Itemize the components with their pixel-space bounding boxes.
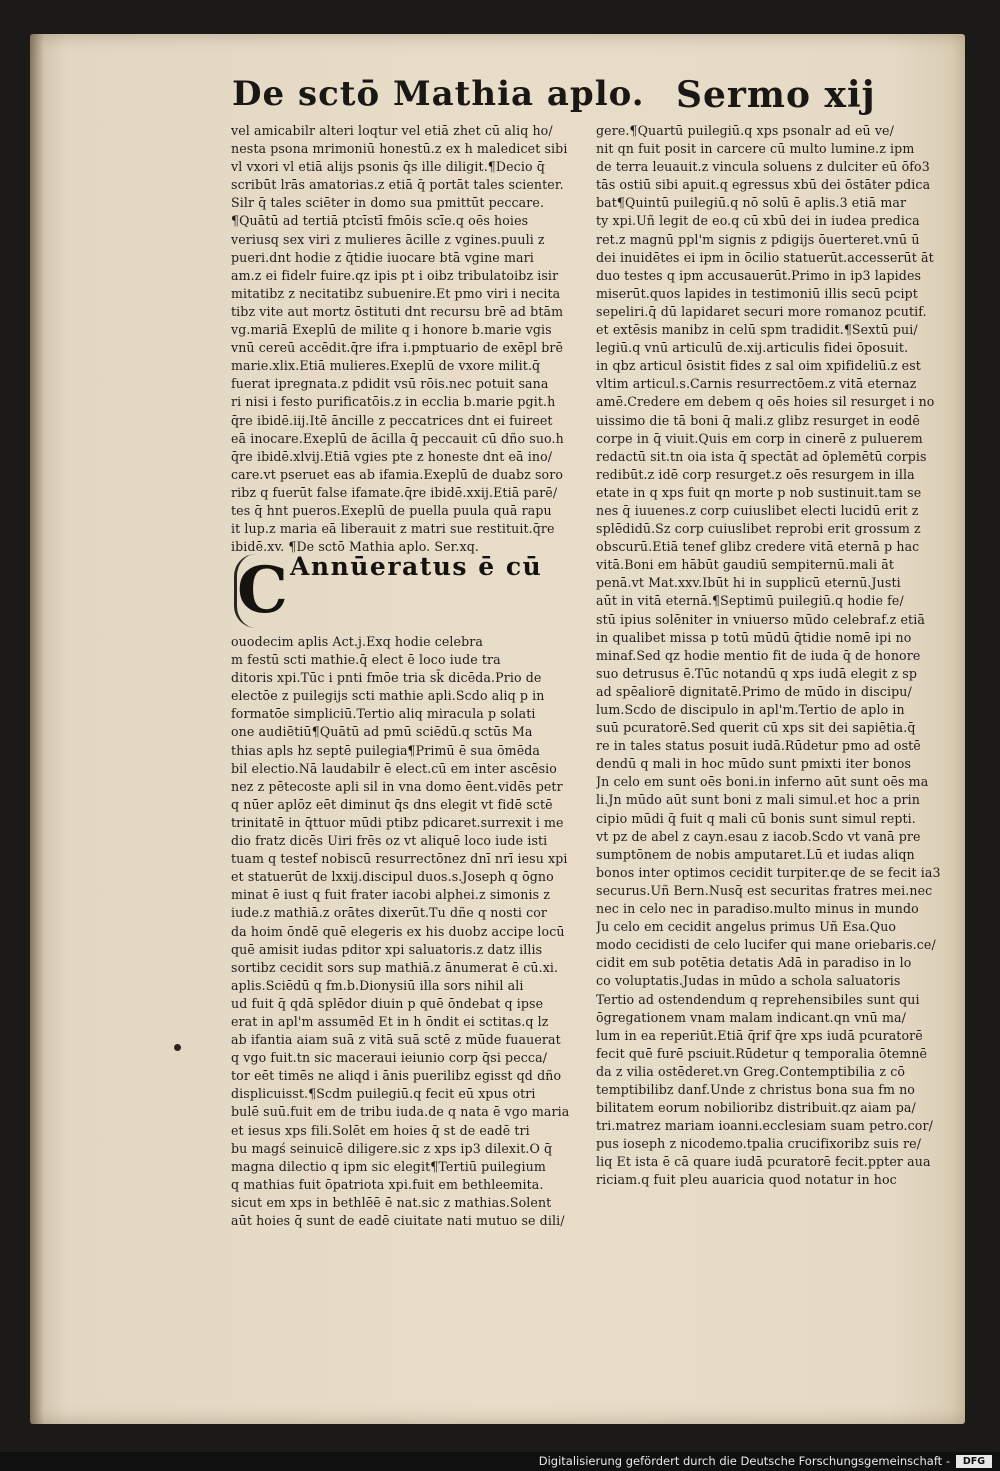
text-line: veriusq sex viri z mulieres ācille z vgines.puuli z — [231, 231, 545, 247]
text-line: et extēsis manibz in celū spm tradidit.¶Sextū pui/ — [596, 322, 918, 338]
text-line: dio fratz dicēs Uiri frēs oz vt aliquē loco iude isti — [231, 833, 548, 849]
text-line: gere.¶Quartū puilegiū.q xps psonalr ad eū ve/ — [596, 123, 894, 138]
text-line: in qualibet missa p totū mūdū q̄tidie nomē ipi no — [596, 629, 912, 645]
text-line: bat¶Quintū puilegiū.q nō solū ē aplis.3 etiā mar — [596, 195, 907, 211]
text-line: bu magś seinuicē diligere.sic z xps ip3 dilexit.O q̄ — [231, 1140, 553, 1156]
text-line: minaf.Sed qz hodie mentio fit de iuda q̄ de honore — [596, 647, 921, 663]
text-line: lum in ea reperiūt.Etiā q̄rif q̄re xps iudā pcuratorē — [596, 1027, 923, 1043]
left-column-lower-text — [231, 633, 571, 1230]
text-line: trinitatē in q̄ttuor mūdi ptibz pdicaret.surrexit i me — [231, 814, 564, 830]
text-line: securus.Uñ Bern.Nusq̄ est securitas fratres mei.nec — [596, 882, 933, 898]
text-line: li.Jn mūdo aūt sunt boni z mali simul.et hoc a prin — [596, 792, 920, 808]
text-line: am.z ei fidelr fuire.qz ipis pt i oibz tribulatoibz isir — [231, 267, 559, 283]
text-line: one audiētiū¶Quātū ad pmū sciēdū.q sctūs Ma — [231, 724, 533, 740]
text-line: dendū q mali in hoc mūdo sunt pmixti iter bonos — [596, 756, 912, 772]
text-line: minat ē iust q fuit frater iacobi alphei.z simonis z — [231, 887, 550, 903]
text-line: ōgregationem vnam malam indicant.qn vnū ma/ — [596, 1009, 906, 1025]
text-line: nit qn fuit posit in carcere cū multo lumine.z ipm — [596, 141, 915, 157]
text-line: vltim articul.s.Carnis resurrectōem.z vitā eternaz — [596, 376, 917, 392]
text-line: ribz q fuerūt false ifamate.q̄re ibidē.xxij.Etiā parē/ — [231, 484, 558, 500]
text-line: sortibz cecidit sors sup mathiā.z ānumerat ē cū.xi. — [231, 959, 559, 975]
text-line: aūt hoies q̄ sunt de eadē ciuitate nati mutuo se dili/ — [231, 1213, 565, 1228]
text-line: pueri.dnt hodie z q̄tidie iuocare btā vgine mari — [231, 249, 534, 265]
text-line: da z vilia ostēderet.vn Greg.Contemptibilia z cō — [596, 1063, 906, 1079]
text-line: splēdidū.Sz corp cuiuslibet reprobi erit grossum z — [596, 521, 921, 537]
text-line: vnū cereū accēdit.q̄re ifra i.pmptuario de exēpl brē — [231, 340, 564, 356]
text-line: riciam.q fuit pleu auaricia quod notatur in hoc — [596, 1172, 897, 1188]
text-line: bilitatem eorum nobilioribz distribuit.qz aiam pa/ — [596, 1100, 916, 1116]
decorated-initial: C — [234, 554, 283, 628]
text-line: vel amicabilr alteri loqtur vel etiā zhet cū aliq ho/ — [231, 123, 553, 138]
text-line: cidit em sub potētia detatis Adā in paradiso in lo — [596, 955, 912, 971]
text-line: tibz vite aut mortz ōstituti dnt recursu brē ad btām — [231, 303, 564, 319]
text-line: uissimo die tā boni q̄ mali.z glibz resurget in eodē — [596, 412, 920, 428]
text-line: Jn celo em sunt oēs boni.in inferno aūt sunt oēs ma — [596, 774, 929, 790]
text-line: erat in apl'm assumēd Et in h ōndit ei sctitas.q lz — [231, 1013, 549, 1029]
text-line: ret.z magnū ppl'm signis z pdigijs ōuerteret.vnū ū — [596, 231, 920, 247]
text-line: penā.vt Mat.xxv.Ibūt hi in supplicū eternū.Justi — [596, 575, 901, 591]
page-gutter-shadow — [30, 34, 44, 1424]
text-line: ditoris xpi.Tūc i pnti fmōe tria sk̄ dicēda.Prio de — [231, 670, 542, 686]
text-line: magna dilectio q ipm sic elegit¶Tertiū puilegium — [231, 1158, 546, 1174]
ink-blot — [174, 1044, 181, 1051]
text-line: tri.matrez mariam ioanni.ecclesiam suam petro.cor/ — [596, 1118, 933, 1134]
text-line: redibūt.z idē corp resurget.z oēs resurgem in illa — [596, 466, 915, 482]
text-line: q̄re ibidē.iij.Itē āncille z peccatrices dnt ei fuireet — [231, 412, 553, 428]
text-line: sicut em xps in bethlēē ē nat.sic z mathias.Solent — [231, 1194, 552, 1210]
text-line: vl vxori vl etiā alijs psonis q̄s ille diligit.¶Decio q̄ — [231, 159, 545, 175]
text-line: nes q̄ iuuenes.z corp cuiuslibet electi lucidū erit z — [596, 502, 919, 518]
text-line: quē amisit iudas pditor xpi saluatoris.z datz illis — [231, 941, 543, 957]
text-line: de terra leuauit.z vincula soluens z dulciter eū ōfo3 — [596, 159, 930, 175]
text-line: legiū.q vnū articulū de.xij.articulis fidei ōposuit. — [596, 340, 909, 356]
text-line: q nūer aplōz eēt diminut q̄s dns elegit vt fidē sctē — [231, 796, 553, 812]
left-column-upper-text — [231, 122, 571, 556]
dfg-logo: DFG — [956, 1455, 992, 1468]
text-line: suo detrusus ē.Tūc notandū q xps iudā elegit z sp — [596, 665, 918, 681]
running-header-left: De sctō Mathia aplo. — [232, 74, 645, 114]
text-line: etate in q xps fuit qn morte p nob sustinuit.tam se — [596, 484, 922, 500]
text-line: liq Et ista ē cā quare iudā pcuratorē fecit.ppter aua — [596, 1154, 931, 1170]
text-line: fecit quē furē psciuit.Rūdetur q temporalia ōtemnē — [596, 1045, 928, 1061]
text-line: amē.Credere em debem q oēs hoies sil resurget i no — [596, 394, 935, 410]
text-line: et statuerūt de lxxij.discipul duos.s.Joseph q ōgno — [231, 869, 554, 885]
funding-credit: Digitalisierung gefördert durch die Deutsche Forschungsgemeinschaft - — [538, 1454, 950, 1468]
text-line: duo testes q ipm accusauerūt.Primo in ip3 lapides — [596, 267, 922, 283]
sermon-heading: Annūeratus ē cū — [290, 552, 543, 581]
text-line: fuerat ipregnata.z pdidit vsū rōis.nec potuit sana — [231, 376, 549, 392]
text-line: miserūt.quos lapides in testimoniū illis secū pcipt — [596, 285, 918, 301]
text-line: ab ifantia aiam suā z vitā suā sctē z mūde fuauerat — [231, 1032, 561, 1048]
text-line: in qbz articul ōsistit fides z sal oim xpifideliū.z est — [596, 358, 921, 374]
text-line: da hoim ōndē quē elegeris ex his duobz accipe locū — [231, 923, 565, 939]
text-line: scribūt lrās amatorias.z etiā q̄ portāt tales scienter. — [231, 177, 564, 193]
text-line: tes q̄ hnt pueros.Exeplū de puella puula quā rapu — [231, 502, 552, 518]
text-line: Silr q̄ tales sciēter in domo sua pmittūt peccare. — [231, 195, 545, 211]
text-line: et iesus xps fili.Solēt em hoies q̄ st de eadē tri — [231, 1122, 530, 1138]
text-line: q mathias fuit ōpatriota xpi.fuit em bethleemita. — [231, 1176, 544, 1192]
text-line: temptibilibz danf.Unde z christus bona sua fm no — [596, 1081, 915, 1097]
text-line: dei inuidētes ei ipm in ōcilio statuerūt.accesserūt āt — [596, 249, 934, 265]
text-line: marie.xlix.Etiā mulieres.Exeplū de vxore milit.q̄ — [231, 358, 541, 374]
text-line: re in tales status posuit iudā.Rūdetur pmo ad ostē — [596, 738, 921, 754]
text-line: ud fuit q̄ qdā splēdor diuin p quē ōndebat q ipse — [231, 995, 544, 1011]
text-line: vg.mariā Exeplū de milite q i honore b.marie vgis — [231, 322, 552, 338]
text-line: suū pcuratorē.Sed querit cū xps sit dei sapiētia.q̄ — [596, 720, 916, 736]
text-line: vt pz de abel z cayn.esau z iacob.Scdo vt vanā pre — [596, 828, 921, 844]
text-line: bil electio.Nā laudabilr ē elect.cū em inter ascēsio — [231, 760, 557, 776]
text-line: ad spēaliorē dignitatē.Primo de mūdo in discipu/ — [596, 683, 912, 699]
text-line: aūt in vitā eternā.¶Septimū puilegiū.q hodie fe/ — [596, 593, 904, 609]
text-line: cipio mūdi q̄ fuit q mali cū bonis sunt simul repti. — [596, 810, 916, 826]
text-line: Ju celo em cecidit angelus primus Uñ Esa.Quo — [596, 919, 897, 935]
text-line: it lup.z maria eā liberauit z matri sue restituit.q̄re — [231, 521, 555, 537]
text-line: iude.z mathiā.z orātes dixerūt.Tu dñe q nosti cor — [231, 905, 548, 921]
text-line: care.vt pseruet eas ab ifamia.Exeplū de duabz soro — [231, 466, 564, 482]
text-line: ty xpi.Uñ legit de eo.q cū xbū dei in iudea predica — [596, 213, 920, 229]
digitization-footer — [0, 1452, 1000, 1471]
text-line: ibidē.xv. ¶De sctō Mathia aplo. Ser.xq. — [231, 539, 479, 555]
text-line: nez z pētecoste apli sil in vna domo ēent.vidēs petr — [231, 778, 563, 794]
text-line: electōe z puilegijs scti mathie apli.Scdo aliq p in — [231, 688, 545, 704]
text-line: sumptōnem de nobis amputaret.Lū et iudas aliqn — [596, 846, 915, 862]
text-line: stū ipius solēniter in vniuerso mūdo celebraf.z etiā — [596, 611, 925, 627]
running-header-right: Sermo xij — [676, 74, 876, 116]
text-line: thias apls hz septē puilegia¶Primū ē sua ōmēda — [231, 742, 541, 758]
text-line: modo cecidisti de celo lucifer qui mane oriebaris.ce/ — [596, 937, 936, 953]
text-line: eā inocare.Exeplū de ācilla q̄ peccauit cū dño suo.h — [231, 430, 564, 446]
text-line: m festū scti mathie.q̄ elect ē loco iude tra — [231, 652, 501, 668]
text-line: Tertio ad ostendendum q reprehensibiles sunt qui — [596, 991, 920, 1007]
text-line: lum.Scdo de discipulo in apl'm.Tertio de aplo in — [596, 702, 905, 717]
text-line: displicuisst.¶Scdm puilegiū.q fecit eū xpus otri — [231, 1086, 536, 1102]
text-line: q vgo fuit.tn sic maceraui ieiunio corp q̄si pecca/ — [231, 1050, 548, 1066]
text-line: tuam q testef nobiscū resurrectōnez dnī nrī iesu xpi — [231, 851, 568, 867]
text-line: q̄re ibidē.xlvij.Etiā vgies pte z honeste dnt eā ino/ — [231, 448, 553, 464]
text-line: obscurū.Etiā tenef glibz credere vitā eternā p hac — [596, 539, 920, 555]
text-line: sepeliri.q̄ dū lapidaret securi more romanoz pcutif. — [596, 303, 927, 319]
text-line: corpe in q̄ viuit.Quis em corp in cinerē z puluerem — [596, 430, 923, 446]
text-line: tās ostiū sibi apuit.q egressus xbū dei ōstāter pdica — [596, 177, 931, 193]
text-line: bulē suū.fuit em de tribu iuda.de q nata ē vgo maria — [231, 1104, 570, 1120]
text-line: aplis.Sciēdū q fm.b.Dionysiū illa sors nihil ali — [231, 977, 524, 993]
text-line: ri nisi i festo purificatōis.z in ecclia b.marie pgit.h — [231, 394, 556, 410]
text-line: mitatibz z necitatibz subuenire.Et pmo viri i necita — [231, 285, 561, 301]
text-line: co voluptatis.Judas in mūdo a schola saluatoris — [596, 973, 901, 989]
text-line: ouodecim aplis Act.j.Exq hodie celebra — [231, 634, 484, 649]
text-line: vitā.Boni em hābūt gaudiū sempiternū.mali āt — [596, 557, 895, 573]
text-line: tor eēt timēs ne aliqd i ānis puerilibz egisst qd dño — [231, 1068, 562, 1084]
text-line: nec in celo nec in paradiso.multo minus in mundo — [596, 901, 919, 917]
text-line: pus ioseph z nicodemo.tpalia crucifixoribz suis re/ — [596, 1136, 922, 1152]
text-line: nesta psona mrimoniū honestū.z ex h maledicet sibi — [231, 141, 568, 157]
right-column-text — [596, 122, 941, 1190]
text-line: bonos inter optimos cecidit turpiter.qe de se fecit ia3 — [596, 864, 941, 880]
text-line: ¶Quātū ad tertiā ptcīstī fmōis scīe.q oēs hoies — [231, 213, 529, 229]
text-line: formatōe simpliciū.Tertio aliq miracula p solati — [231, 706, 536, 722]
text-line: redactū sit.tn oia ista q̄ spectāt ad ōplemētū corpis — [596, 448, 927, 464]
